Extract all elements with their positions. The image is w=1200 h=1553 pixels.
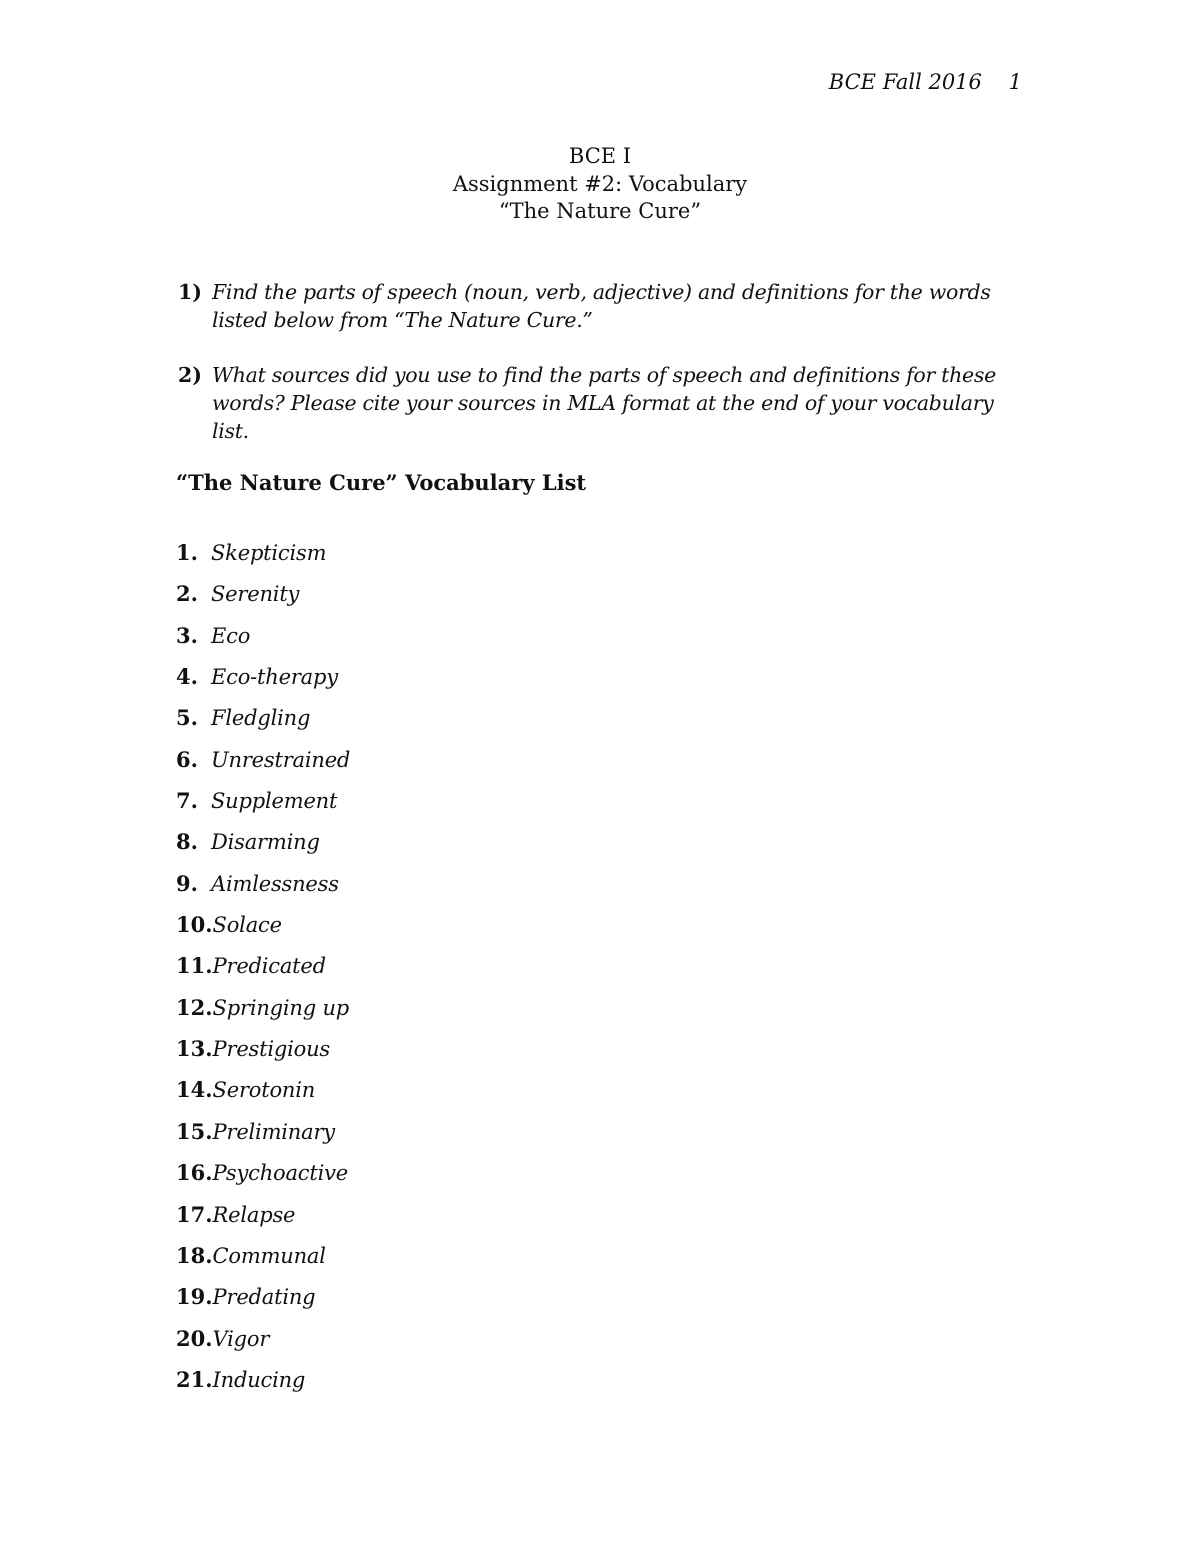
vocab-item-number: 9. <box>176 870 198 896</box>
vocab-item-number: 16. <box>176 1160 213 1186</box>
list-item <box>176 743 350 784</box>
vocab-item-word: Predicated <box>212 954 326 979</box>
instruction-number: 2) <box>178 363 202 387</box>
vocab-item-word: Unrestrained <box>211 747 351 772</box>
header-course-term: BCE Fall 2016 <box>828 70 982 94</box>
instruction-number: 1) <box>178 280 202 304</box>
vocab-item-word: Solace <box>212 913 282 938</box>
vocab-item-word: Supplement <box>211 789 338 814</box>
page-header <box>829 70 1022 94</box>
reading-title: “The Nature Cure” <box>498 199 702 223</box>
list-item <box>176 1073 350 1114</box>
vocab-item-word: Relapse <box>212 1202 296 1227</box>
vocab-item-word: Vigor <box>212 1326 270 1351</box>
vocab-item-number: 1. <box>176 540 198 565</box>
vocab-item-number: 21. <box>176 1366 213 1392</box>
list-item <box>176 949 350 990</box>
list-item <box>176 1198 350 1239</box>
vocab-item-word: Serotonin <box>212 1078 316 1103</box>
vocab-item-word: Serenity <box>211 582 300 607</box>
instruction-1 <box>178 278 1028 334</box>
list-item <box>176 1115 350 1156</box>
vocab-item-word: Skepticism <box>211 541 327 565</box>
vocab-item-number: 6. <box>176 746 198 772</box>
vocab-item-number: 17. <box>176 1201 213 1227</box>
vocab-item-number: 3. <box>176 622 198 648</box>
vocab-item-number: 19. <box>176 1284 213 1310</box>
vocab-item-word: Fledgling <box>211 706 311 731</box>
vocab-item-number: 5. <box>176 705 198 731</box>
vocab-item-word: Predating <box>212 1285 316 1310</box>
vocab-item-word: Prestigious <box>212 1037 330 1062</box>
list-item <box>176 784 350 825</box>
vocab-list <box>176 536 350 1404</box>
vocab-item-number: 10. <box>176 912 213 938</box>
vocab-list-heading: “The Nature Cure” Vocabulary List <box>176 470 587 495</box>
instruction-text: What sources did you use to find the parts of speech and definitions for these words? Please cite your sources in MLA format at the end of your vocabulary list. <box>212 363 996 443</box>
list-item <box>176 1032 350 1073</box>
vocab-item-word: Communal <box>212 1243 326 1268</box>
vocab-item-number: 20. <box>176 1325 213 1351</box>
vocab-item-number: 14. <box>176 1077 213 1103</box>
page-number: 1 <box>1008 70 1022 94</box>
vocab-item-number: 15. <box>176 1118 213 1144</box>
list-item <box>176 908 350 949</box>
vocab-item-word: Eco-therapy <box>211 665 338 690</box>
list-item <box>176 577 350 618</box>
list-item <box>176 1156 350 1197</box>
title-block <box>0 143 1200 226</box>
vocab-item-word: Disarming <box>211 830 320 855</box>
vocab-item-number: 11. <box>176 953 213 979</box>
list-item <box>176 1322 350 1363</box>
vocab-item-word: Preliminary <box>212 1119 335 1144</box>
list-item <box>176 536 350 577</box>
vocab-item-number: 18. <box>176 1242 213 1268</box>
vocab-item-number: 2. <box>176 581 198 607</box>
instruction-2 <box>178 361 1028 445</box>
vocab-item-number: 8. <box>176 829 198 855</box>
list-item <box>176 701 350 742</box>
vocab-item-word: Eco <box>211 623 251 648</box>
assignment-title: Assignment #2: Vocabulary <box>452 171 748 196</box>
list-item <box>176 825 350 866</box>
list-item <box>176 1280 350 1321</box>
vocab-item-word: Aimlessness <box>211 871 339 896</box>
list-item <box>176 619 350 660</box>
vocab-item-number: 12. <box>176 994 213 1020</box>
vocab-item-word: Psychoactive <box>212 1161 349 1186</box>
list-item <box>176 991 350 1032</box>
list-item <box>176 1363 350 1404</box>
course-title: BCE I <box>568 144 632 168</box>
vocab-item-number: 13. <box>176 1036 213 1062</box>
list-item <box>176 660 350 701</box>
vocab-item-number: 7. <box>176 788 198 814</box>
list-item <box>176 1239 350 1280</box>
vocab-item-word: Springing up <box>212 995 350 1020</box>
list-item <box>176 867 350 908</box>
vocab-item-number: 4. <box>176 664 198 690</box>
instructions <box>178 278 1028 472</box>
instruction-text: Find the parts of speech (noun, verb, adjective) and definitions for the words listed below from “The Nature Cure.” <box>212 280 991 332</box>
vocab-item-word: Inducing <box>212 1367 306 1392</box>
